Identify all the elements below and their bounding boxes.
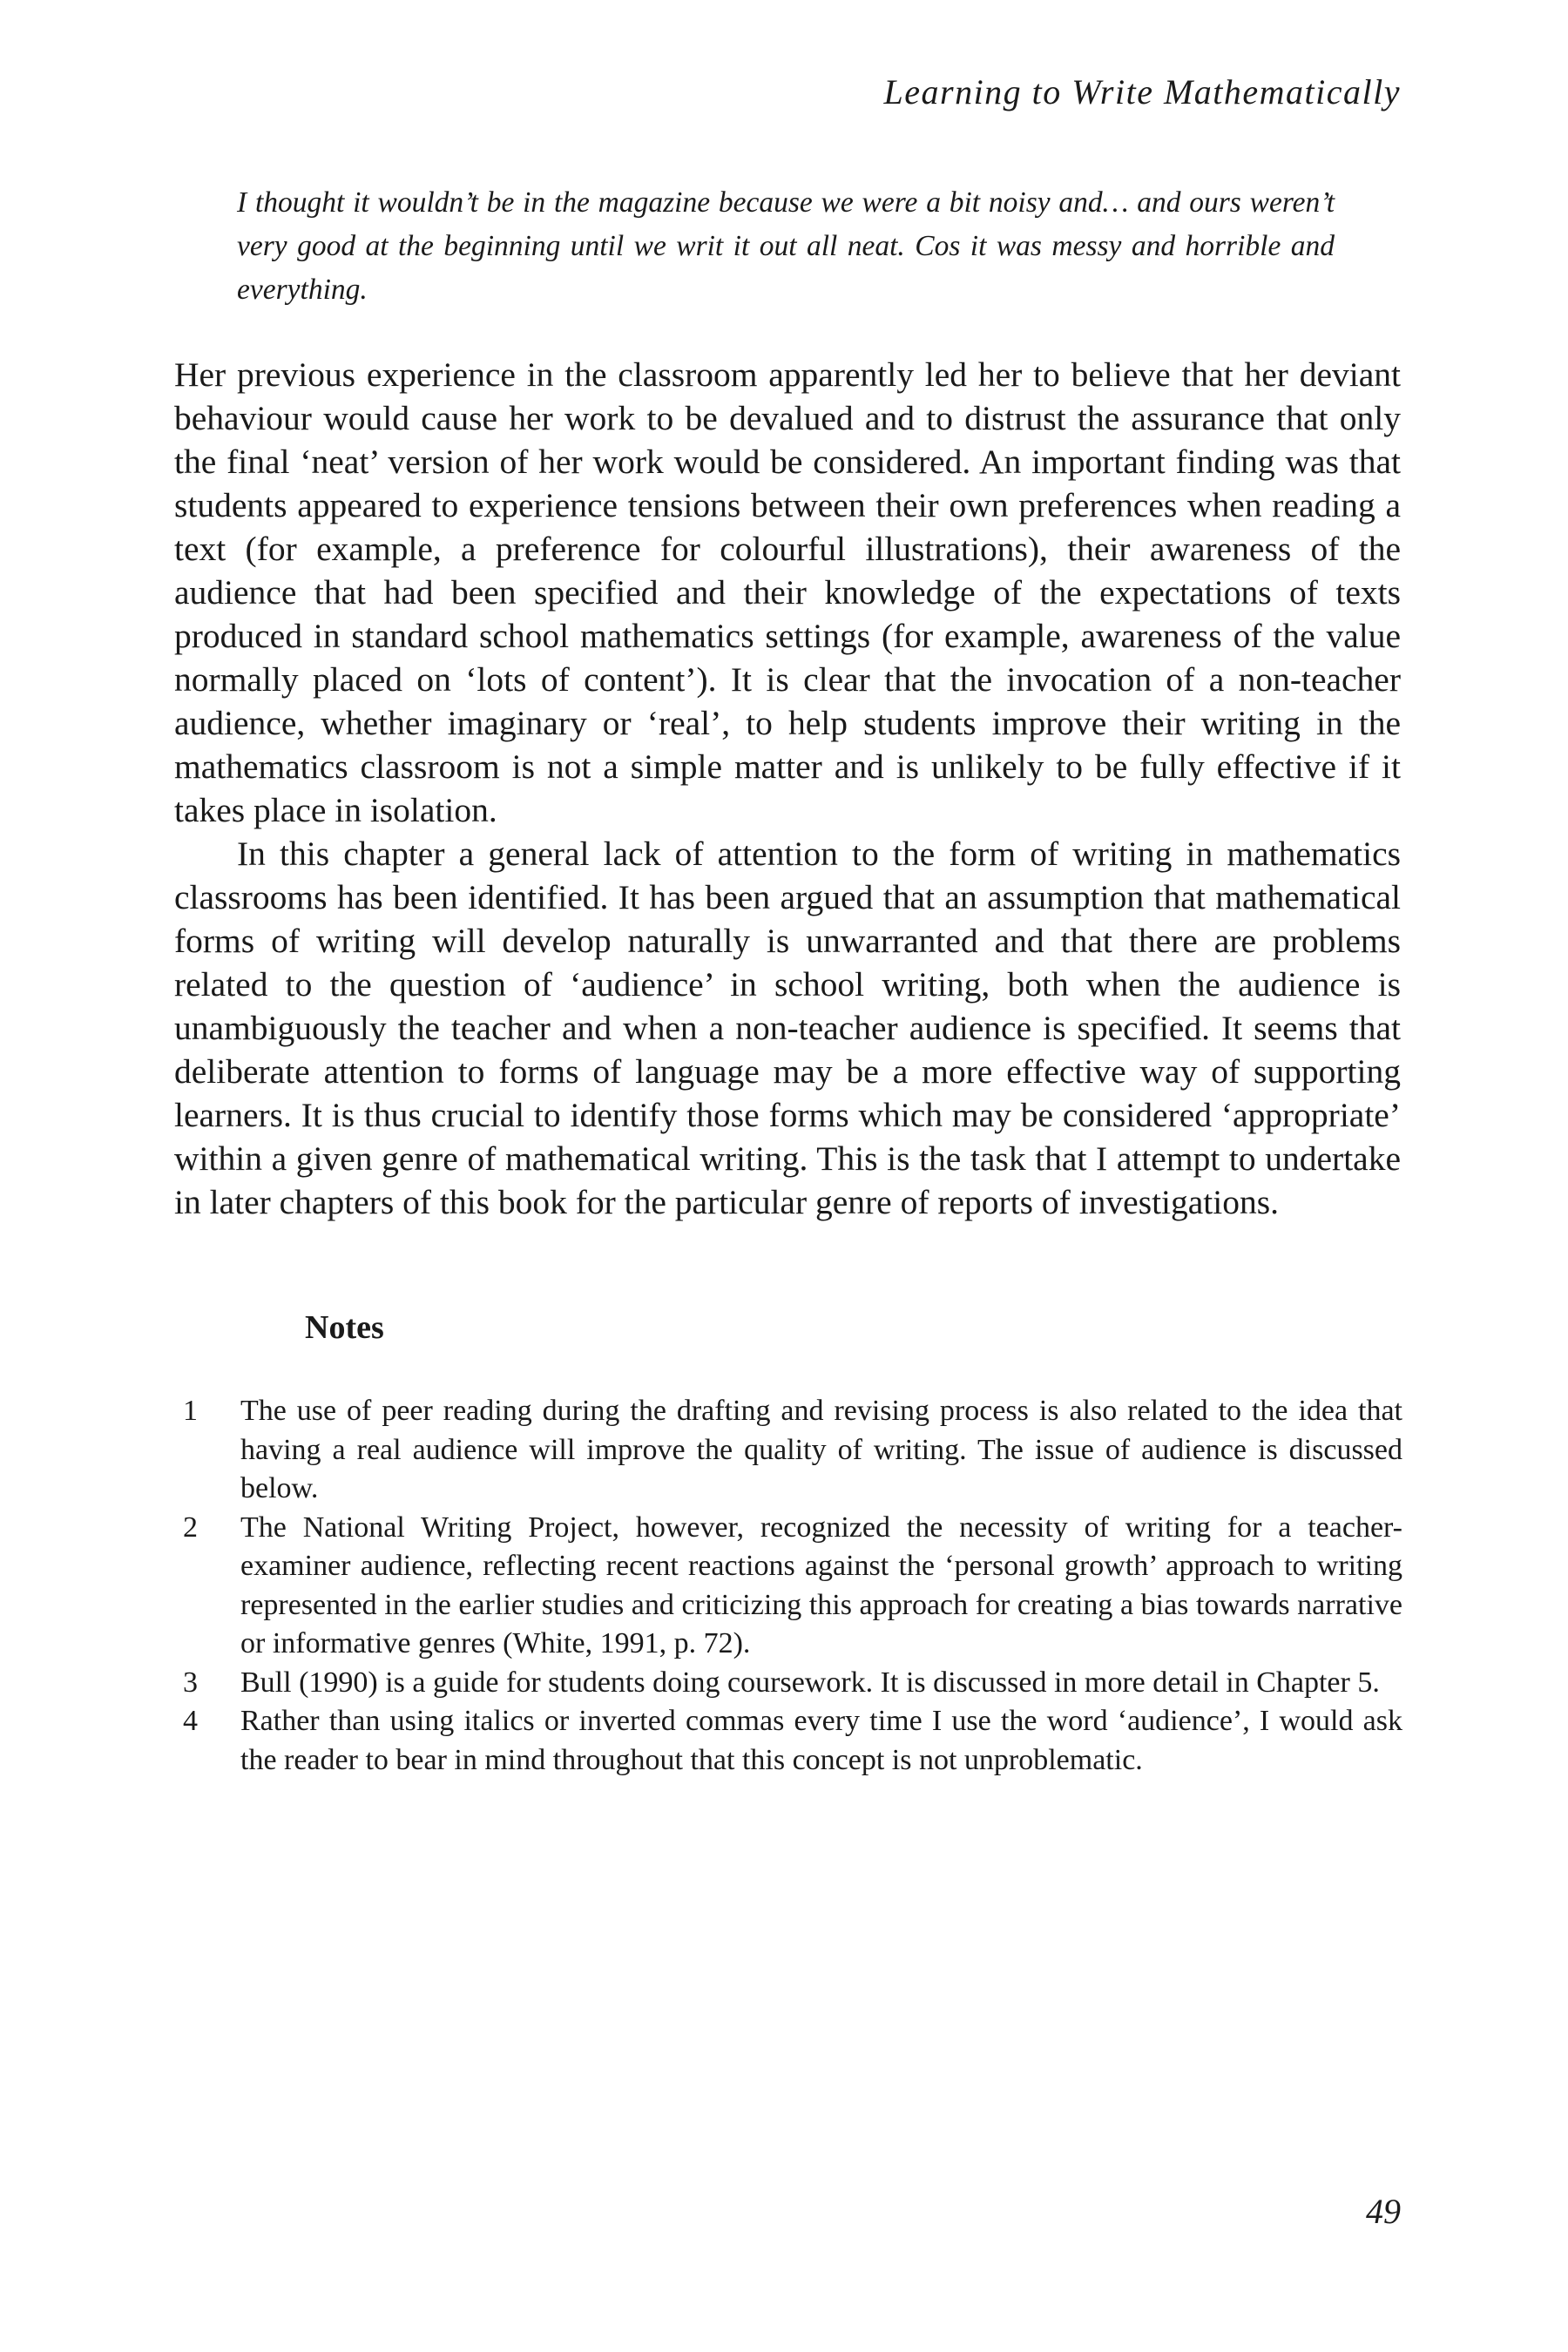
note-item-2 [183,1509,1402,1664]
body-paragraph-2: In this chapter a general lack of attention to the form of writing in mathematics classrooms has been identified. It has been argued that an assumption that mathematical forms of writing will develop naturally is unwarranted and that there are problems related to the question of ‘audience’ in school writing, both when the audience is unambiguously the teacher and when a non-teacher audience is specified. It seems that deliberate attention to forms of language may be a more effective way of supporting learners. It is thus crucial to identify those forms which may be considered ‘appropriate’ within a given genre of mathematical writing. This is the task that I attempt to undertake in later chapters of this book for the particular genre of reports of investigations. [174,835,1401,1221]
running-head-title: Learning to Write Mathematically [883,72,1401,112]
note-text: The National Writing Project, however, recognized the necessity of writing for a teacher-examiner audience, reflecting recent reactions against the ‘personal growth’ approach to writing represented in the earlier studies and criticizing this approach for creating a bias towards narrative or informative genres (White, 1991, p. 72). [240,1511,1402,1659]
note-number: 3 [183,1666,198,1699]
note-number: 1 [183,1395,198,1427]
note-item-3 [183,1664,1402,1703]
note-item-1 [183,1392,1402,1509]
body-text [174,353,1401,1224]
note-number: 4 [183,1705,198,1737]
notes-heading: Notes [305,1309,384,1346]
note-number: 2 [183,1511,198,1544]
note-text: Bull (1990) is a guide for students doing coursework. It is discussed in more detail in Chapter 5. [240,1666,1380,1699]
student-quote: I thought it wouldn’t be in the magazine because we were a bit noisy and… and ours weren’t very good at the beginning until we writ it out all neat. Cos it was messy and horrible and everything. [237,186,1335,306]
note-item-4 [183,1702,1402,1780]
note-text: Rather than using italics or inverted commas every time I use the word ‘audience’, I would ask the reader to bear in mind throughout that this concept is not unproblematic. [240,1705,1402,1776]
page-number: 49 [1366,2192,1401,2231]
body-paragraph-1: Her previous experience in the classroom apparently led her to believe that her deviant behaviour would cause her work to be devalued and to distrust the assurance that only the final ‘neat’ version of her work would be considered. An important finding was that students appeared to experience tensions between their own preferences when reading a text (for example, a preference for colourful illustrations), their awareness of the audience that had been specified and their knowledge of the expectations of texts produced in standard school mathematics settings (for example, awareness of the value normally placed on ‘lots of content’). It is clear that the invocation of a non-teacher audience, whether imaginary or ‘real’, to help students improve their writing in the mathematics classroom is not a simple matter and is unlikely to be fully effective if it takes place in isolation. [174,355,1401,829]
notes-list [183,1392,1402,1780]
note-text: The use of peer reading during the drafting and revising process is also related to the idea that having a real audience will improve the quality of writing. The issue of audience is discussed below. [240,1395,1402,1504]
